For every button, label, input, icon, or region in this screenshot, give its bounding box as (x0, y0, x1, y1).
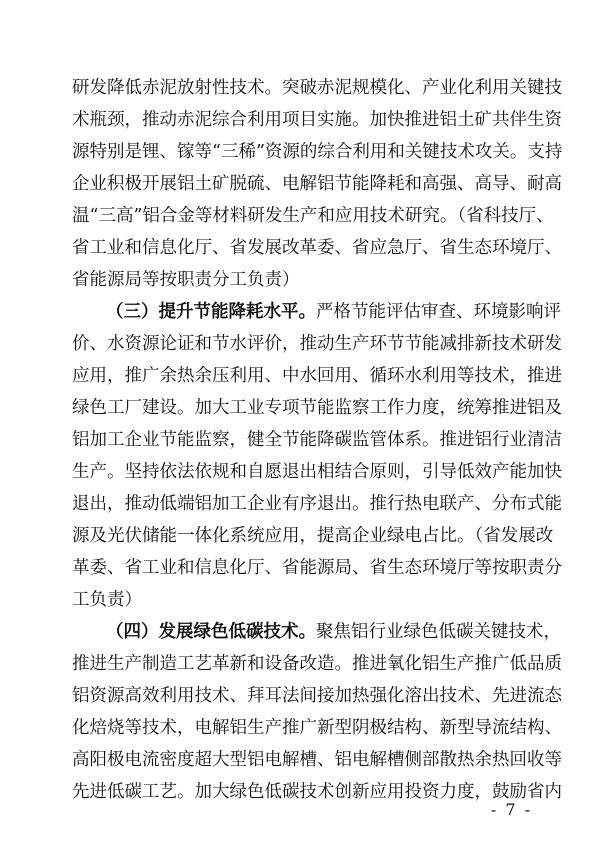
section-first-line-text: 严格节能评估审查、环境影响评 (316, 302, 561, 322)
text-line: 省工业和信息化厅、省发展改革委、省应急厅、省生态环境厅、 (72, 238, 562, 258)
section-first-line (106, 616, 561, 648)
text-line: 推进生产制造工艺革新和设备改造。推进氧化铝生产推广低品质 (72, 654, 562, 674)
text-line: 铝加工企业节能监察，健全节能降碳监管体系。推进铝行业清洁 (72, 430, 562, 450)
text-line: 绿色工厂建设。加大工业专项节能监察工作力度，统筹推进铝及 (72, 398, 562, 418)
text-line: 先进低碳工艺。加大绿色低碳技术创新应用投资力度，鼓励省内 (72, 782, 562, 802)
text-line: 生产。坚持依法依规和自愿退出相结合原则，引导低效产能加快 (72, 462, 562, 482)
section-heading: （四）发展绿色低碳技术。 (106, 622, 316, 642)
page-number: - 7 - (490, 800, 532, 819)
text-line: 工负责） (72, 590, 142, 610)
text-line: 高阳极电流密度超大型铝电解槽、铝电解槽侧部散热余热回收等 (72, 750, 562, 770)
text-line: 源特别是锂、镓等“三稀”资源的综合利用和关键技术攻关。支持 (72, 142, 563, 162)
text-line: 术瓶颈，推动赤泥综合利用项目实施。加快推进铝土矿共伴生资 (72, 110, 562, 130)
section-first-line (106, 296, 561, 328)
text-line: 铝资源高效利用技术、拜耳法间接加热强化溶出技术、先进流态 (72, 686, 562, 706)
text-line: 化焙烧等技术，电解铝生产推广新型阴极结构、新型导流结构、 (72, 718, 562, 738)
section-heading: （三）提升节能降耗水平。 (106, 302, 316, 322)
section-first-line-text: 聚焦铝行业绿色低碳关键技术， (316, 622, 561, 642)
text-line: 退出，推动低端铝加工企业有序退出。推行热电联产、分布式能 (72, 494, 562, 514)
text-line: 价、水资源论证和节水评价，推动生产环节节能减排新技术研发 (72, 334, 562, 354)
text-line: 革委、省工业和信息化厅、省能源局、省生态环境厅等按职责分 (72, 558, 562, 578)
text-line: 应用，推广余热余压利用、中水回用、循环水利用等技术，推进 (72, 366, 562, 386)
text-line: 研发降低赤泥放射性技术。突破赤泥规模化、产业化利用关键技 (72, 78, 562, 98)
text-line: 温“三高”铝合金等材料研发生产和应用技术研究。（省科技厅、 (72, 206, 554, 226)
text-line: 省能源局等按职责分工负责） (72, 270, 300, 290)
text-line: 企业积极开展铝土矿脱硫、电解铝节能降耗和高强、高导、耐高 (72, 174, 562, 194)
text-line: 源及光伏储能一体化系统应用，提高企业绿电占比。（省发展改 (72, 526, 554, 546)
